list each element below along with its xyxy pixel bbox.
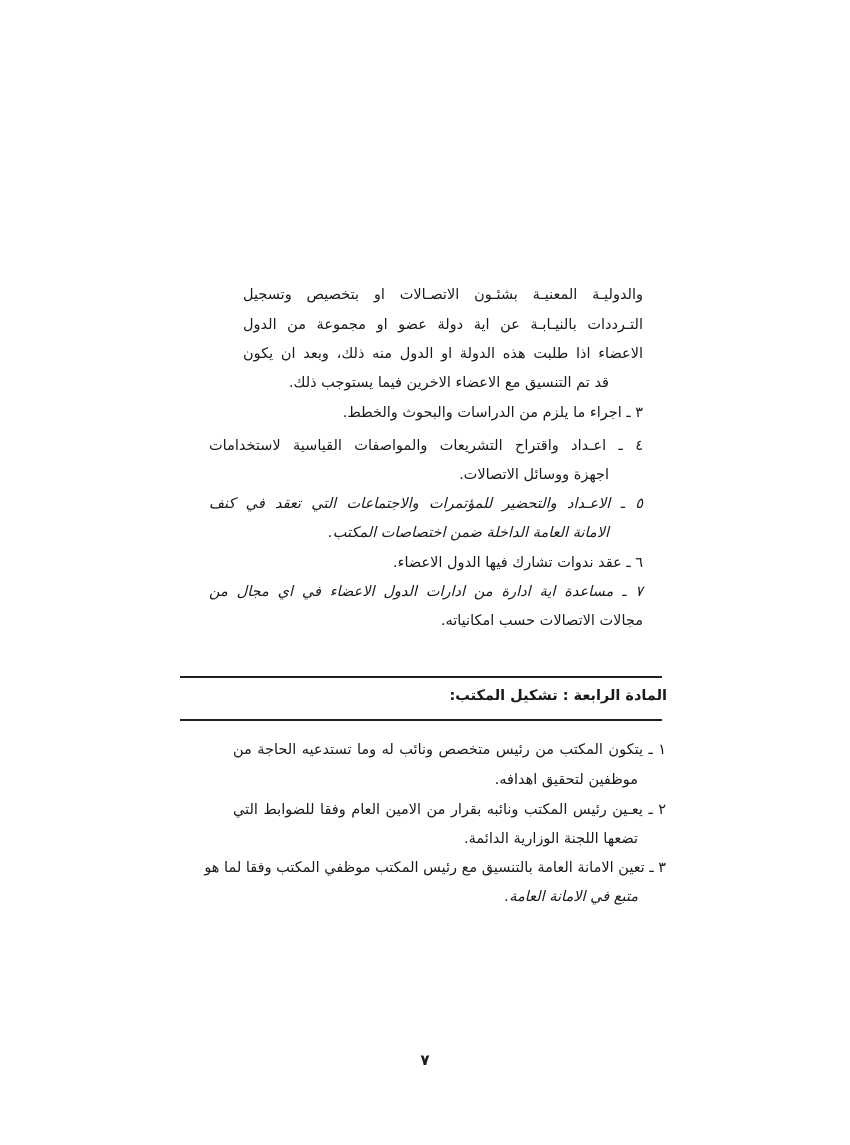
section-line: تضعها اللجنة الوزارية الدائمة. (464, 831, 638, 847)
body-line: قد تم التنسيق مع الاعضاء الاخرين فيما يستوجب ذلك. (288, 375, 609, 391)
section-line: ١ ـ يتكون المكتب من رئيس متخصص ونائب له وما تستدعيه الحاجة من (233, 742, 666, 758)
section-line: موظفين لتحقيق اهدافه. (494, 772, 638, 788)
page-number: ٧ (420, 1051, 430, 1069)
body-line: اجهزة ووسائل الاتصالات. (459, 467, 609, 483)
body-line: ٧ ـ مساعدة اية ادارة من ادارات الدول الاعضاء في اي مجال من (209, 584, 643, 600)
section-line: متبع في الامانة العامة. (504, 889, 638, 905)
body-line: مجالات الاتصالات حسب امكانياته. (440, 613, 643, 629)
section-line: ٣ ـ تعين الامانة العامة بالتنسيق مع رئيس المكتب موظفي المكتب وفقا لما هو (204, 860, 666, 876)
body-line: ٦ ـ عقد ندوات تشارك فيها الدول الاعضاء. (393, 555, 643, 571)
section-line: ٢ ـ يعـين رئيس المكتب ونائبه بقرار من الامين العام وفقا للضوابط التي (233, 802, 666, 818)
body-line: التـرددات بالنيـابـة عن اية دولة عضو او مجموعة من الدول (243, 317, 643, 333)
body-line: ٤ ـ اعـداد واقتراح التشريعات والمواصفات القياسية لاستخدامات (209, 438, 643, 454)
divider-bottom (180, 719, 662, 721)
body-line: الامانة العامة الداخلة ضمن اختصاصات المكتب. (328, 525, 609, 541)
body-line: الاعضاء اذا طلبت هذه الدولة او الدول منه ذلك، وبعد ان يكون (243, 346, 643, 362)
body-line: والدوليـة المعنيـة بشئـون الاتصـالات او بتخصيص وتسجيل (243, 287, 643, 303)
body-line: ٣ ـ اجراء ما يلزم من الدراسات والبحوث والخطط. (342, 405, 643, 421)
section-title: المادة الرابعة : تشكيل المكتب: (449, 688, 667, 704)
divider-top (180, 676, 662, 678)
body-line: ٥ ـ الاعـداد والتحضير للمؤتمرات والاجتماعات التي تعقد في كنف (209, 496, 643, 512)
